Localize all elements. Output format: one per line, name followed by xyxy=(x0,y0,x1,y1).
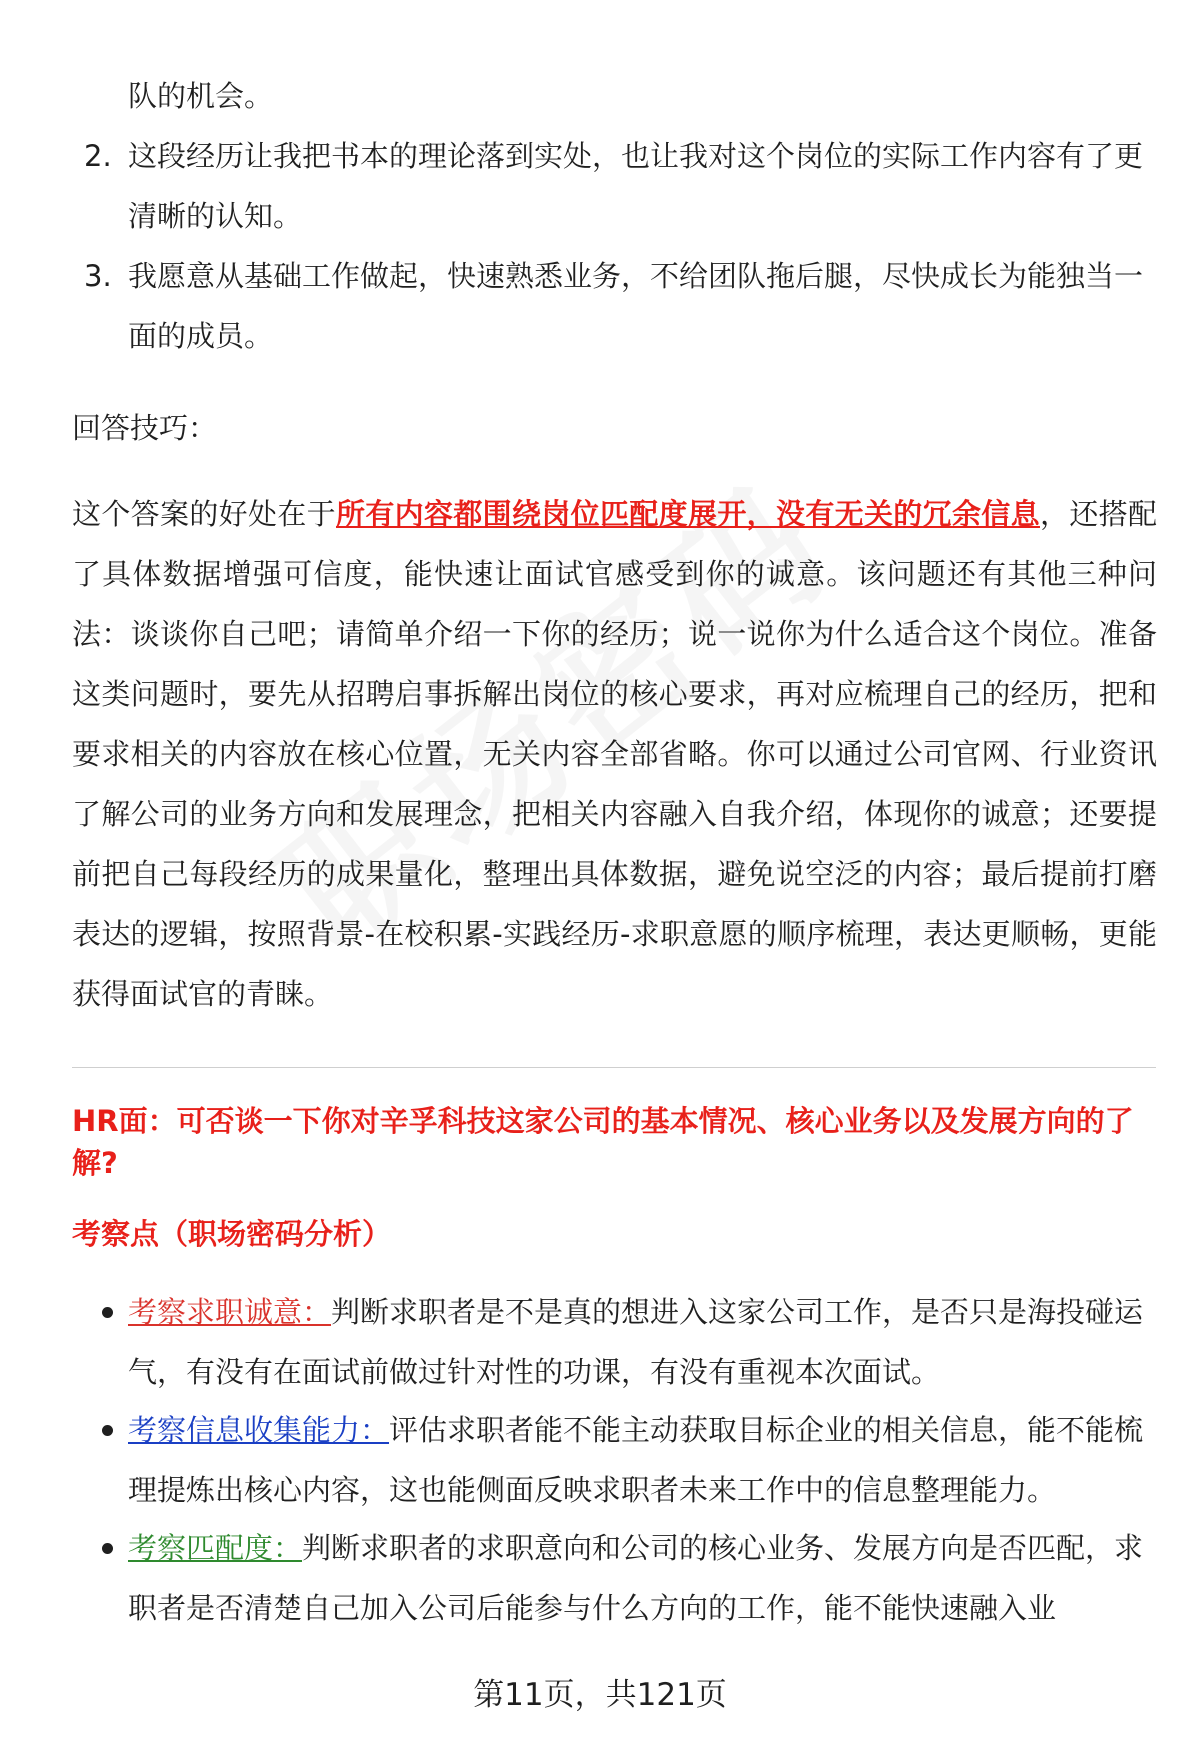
tips-label: 回答技巧： xyxy=(72,411,218,445)
bullet-text xyxy=(128,1518,1162,1638)
tips-paragraph xyxy=(72,484,1157,1024)
hr-question-heading: HR面：可否谈一下你对辛孚科技这家公司的基本情况、核心业务以及发展方向的了解? xyxy=(72,1104,1134,1180)
bullet-text xyxy=(128,1400,1162,1520)
bullet-item xyxy=(72,1518,1162,1638)
section-divider xyxy=(72,1067,1156,1068)
bullet-text xyxy=(128,1282,1162,1402)
continuation-line: 队的机会。 xyxy=(128,79,274,113)
item-text: 我愿意从基础工作做起，快速熟悉业务，不给团队拖后腿，尽快成长为能独当一面的成员。 xyxy=(128,259,1144,353)
bullet-item xyxy=(72,1282,1162,1402)
bullet-label: 考察匹配度： xyxy=(128,1531,303,1565)
bullet-dot xyxy=(102,1425,113,1436)
tips-prefix: 这个答案的好处在于 xyxy=(72,497,336,531)
numbered-item xyxy=(72,246,1162,366)
item-number: 2. xyxy=(84,139,112,173)
tips-suffix: ，还搭配了具体数据增强可信度，能快速让面试官感受到你的诚意。该问题还有其他三种问法：谈谈你自己吧；请简单介绍一下你的经历；说一说你为什么适合这个岗位。准备这类问题时，要先从招聘启事拆解出岗位的核心要求，再对应梳理自己的经历，把和要求相关的内容放在核心位置，无关内容全部省略。你可以通过公司官网、行业资讯了解公司的业务方向和发展理念，把相关内容融入自我介绍，体现你的诚意；还要提前把自己每段经历的成果量化，整理出具体数据，避免说空泛的内容；最后提前打磨表达的逻辑，按照背景-在校积累-实践经历-求职意愿的顺序梳理，表达更顺畅，更能获得面试官的青睐。 xyxy=(72,497,1157,1011)
bullet-description: 判断求职者的求职意向和公司的核心业务、发展方向是否匹配，求职者是否清楚自己加入公司后能参与什么方向的工作，能不能快速融入业 xyxy=(128,1531,1144,1625)
bullet-label: 考察求职诚意： xyxy=(128,1295,332,1329)
tips-highlight: 所有内容都围绕岗位匹配度展开，没有无关的冗余信息 xyxy=(336,497,1040,531)
bullet-dot xyxy=(102,1307,113,1318)
page-footer: 第11页，共121页 xyxy=(473,1677,727,1713)
item-text: 这段经历让我把书本的理论落到实处，也让我对这个岗位的实际工作内容有了更清晰的认知。 xyxy=(128,139,1144,233)
bullet-description: 评估求职者能不能主动获取目标企业的相关信息，能不能梳理提炼出核心内容，这也能侧面反映求职者未来工作中的信息整理能力。 xyxy=(128,1413,1144,1507)
bullet-dot xyxy=(102,1543,113,1554)
numbered-item xyxy=(72,126,1162,246)
item-number: 3. xyxy=(84,259,112,293)
bullet-item xyxy=(72,1400,1162,1520)
exam-points-heading: 考察点（职场密码分析） xyxy=(72,1217,392,1251)
bullet-description: 判断求职者是不是真的想进入这家公司工作，是否只是海投碰运气，有没有在面试前做过针对性的功课，有没有重视本次面试。 xyxy=(128,1295,1144,1389)
bullet-label: 考察信息收集能力： xyxy=(128,1413,390,1447)
